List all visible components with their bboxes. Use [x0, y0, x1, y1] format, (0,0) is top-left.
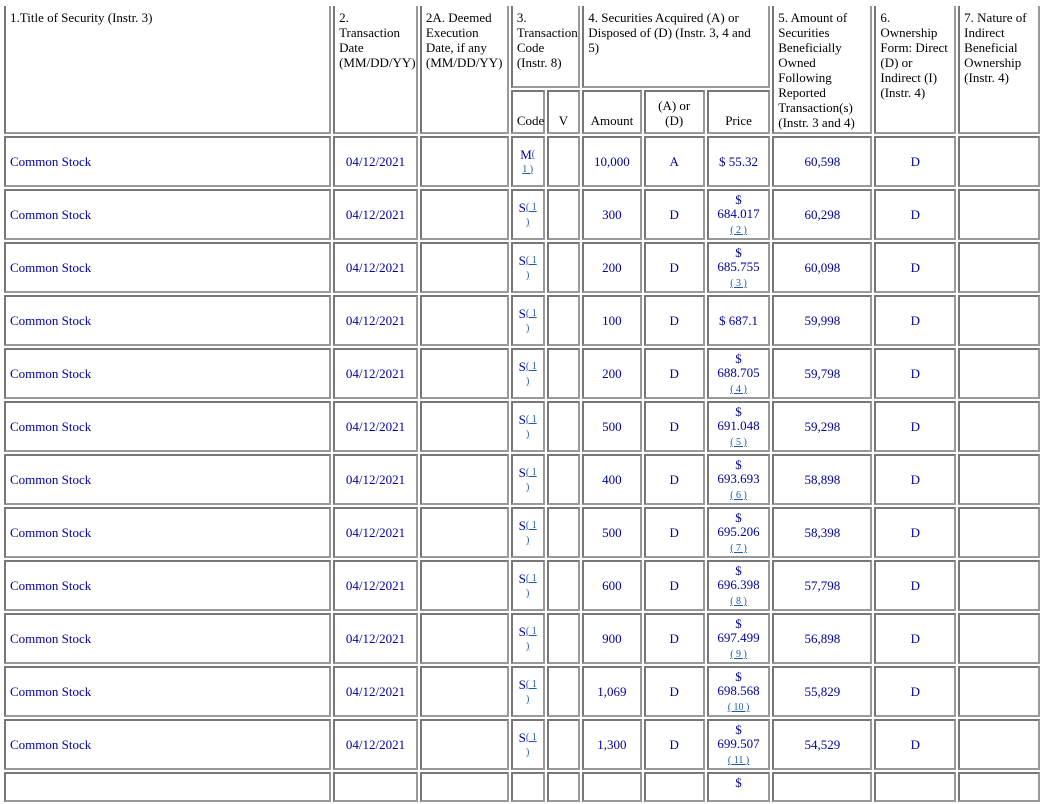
cell-ownership-form: D [874, 136, 956, 187]
cell-nature [958, 189, 1040, 240]
cell-ownership-form: D [874, 401, 956, 452]
code-footnote-link[interactable]: ( 1 ) [525, 413, 537, 440]
table-row [4, 454, 1040, 505]
cell-code [511, 560, 545, 611]
clipped-title-strip [0, 0, 1044, 6]
code-value: S [518, 411, 526, 427]
code-footnote-link[interactable]: ( 1 ) [522, 148, 536, 175]
code-value: S [518, 729, 526, 745]
cell-owned: 60,298 [772, 189, 872, 240]
cell-ownership-form: D [874, 454, 956, 505]
cell-a-or-d: D [644, 242, 705, 293]
cell-partial [511, 772, 545, 802]
code-value: S [518, 570, 526, 586]
cell-date: 04/12/2021 [333, 295, 418, 346]
header-amount: Amount [582, 90, 641, 134]
cell-nature [958, 454, 1040, 505]
price-value-partial: $ [735, 775, 742, 790]
cell-date: 04/12/2021 [333, 189, 418, 240]
header-deemed-execution-date: 2A. Deemed Execution Date, if any (MM/DD/YY) [420, 0, 509, 134]
cell-ownership-form: D [874, 348, 956, 399]
price-value: $ 688.705 [717, 351, 760, 380]
code-value: S [518, 676, 526, 692]
price-footnote-link[interactable]: ( 2 ) [730, 225, 747, 236]
cell-v [547, 666, 581, 717]
cell-owned: 55,829 [772, 666, 872, 717]
cell-v [547, 507, 581, 558]
cell-partial [958, 772, 1040, 802]
price-footnote-link[interactable]: ( 10 ) [727, 702, 750, 713]
cell-deemed-date [420, 136, 509, 187]
cell-deemed-date [420, 560, 509, 611]
code-footnote-link[interactable]: ( 1 ) [525, 360, 537, 387]
price-value: $ 697.499 [717, 616, 760, 645]
cell-code [511, 401, 545, 452]
cell-v [547, 401, 581, 452]
cell-price [707, 295, 770, 346]
cell-price [707, 507, 770, 558]
code-footnote-link[interactable]: ( 1 ) [525, 519, 537, 546]
cell-price [707, 136, 770, 187]
cell-code [511, 507, 545, 558]
cell-date: 04/12/2021 [333, 666, 418, 717]
cell-a-or-d: D [644, 613, 705, 664]
cell-partial [547, 772, 581, 802]
price-value: $ 691.048 [717, 404, 760, 433]
cell-date: 04/12/2021 [333, 136, 418, 187]
code-footnote-link[interactable]: ( 1 ) [525, 731, 537, 758]
cell-nature [958, 295, 1040, 346]
price-footnote-link[interactable]: ( 9 ) [730, 649, 747, 660]
cell-deemed-date [420, 295, 509, 346]
header-transaction-date: 2. Transaction Date (MM/DD/YY) [333, 0, 418, 134]
cell-deemed-date [420, 719, 509, 770]
cell-v [547, 295, 581, 346]
cell-partial [772, 772, 872, 802]
price-value: $ 687.1 [719, 312, 759, 328]
cell-a-or-d: D [644, 666, 705, 717]
table-row [4, 507, 1040, 558]
cell-price [707, 666, 770, 717]
cell-v [547, 136, 581, 187]
cell-deemed-date [420, 666, 509, 717]
cell-owned: 54,529 [772, 719, 872, 770]
table-row [4, 348, 1040, 399]
cell-deemed-date [420, 507, 509, 558]
cell-amount: 500 [582, 507, 641, 558]
cell-code [511, 613, 545, 664]
code-value: M [520, 146, 532, 162]
header-a-or-d: (A) or (D) [644, 90, 705, 134]
price-footnote-link[interactable]: ( 3 ) [730, 278, 747, 289]
cell-a-or-d: D [644, 454, 705, 505]
code-value: S [518, 623, 526, 639]
code-footnote-link[interactable]: ( 1 ) [525, 625, 537, 652]
cell-deemed-date [420, 348, 509, 399]
cell-partial [420, 772, 509, 802]
cell-security: Common Stock [4, 613, 331, 664]
cell-ownership-form: D [874, 719, 956, 770]
cell-nature [958, 242, 1040, 293]
cell-security: Common Stock [4, 136, 331, 187]
cell-date: 04/12/2021 [333, 560, 418, 611]
cell-security: Common Stock [4, 560, 331, 611]
cell-a-or-d: D [644, 507, 705, 558]
cell-nature [958, 613, 1040, 664]
cell-price [707, 613, 770, 664]
code-value: S [518, 199, 526, 215]
cell-nature [958, 401, 1040, 452]
code-footnote-link[interactable]: ( 1 ) [525, 466, 537, 493]
cell-nature [958, 719, 1040, 770]
cell-security: Common Stock [4, 454, 331, 505]
table-row [4, 136, 1040, 187]
cell-amount: 1,300 [582, 719, 641, 770]
cell-nature [958, 560, 1040, 611]
cell-code [511, 295, 545, 346]
cell-nature [958, 136, 1040, 187]
cell-price [707, 719, 770, 770]
nonderivative-table [2, 0, 1042, 804]
table-row [4, 295, 1040, 346]
table-row [4, 242, 1040, 293]
cell-v [547, 242, 581, 293]
cell-ownership-form: D [874, 507, 956, 558]
cell-nature [958, 507, 1040, 558]
cell-a-or-d: D [644, 295, 705, 346]
header-transaction-code: 3. Transaction Code (Instr. 8) [511, 0, 580, 88]
cell-ownership-form: D [874, 189, 956, 240]
header-ownership-form: 6. Ownership Form: Direct (D) or Indirect (I) (Instr. 4) [874, 0, 956, 134]
price-value: $ 695.206 [717, 510, 760, 539]
cell-security: Common Stock [4, 507, 331, 558]
cell-code [511, 348, 545, 399]
price-value: $ 698.568 [717, 669, 760, 698]
cell-deemed-date [420, 242, 509, 293]
cell-ownership-form: D [874, 242, 956, 293]
cell-security: Common Stock [4, 348, 331, 399]
cell-price [707, 189, 770, 240]
cell-owned: 59,298 [772, 401, 872, 452]
table-row [4, 613, 1040, 664]
table-row-partial [4, 772, 1040, 802]
price-footnote-link[interactable]: ( 11 ) [727, 755, 750, 766]
cell-deemed-date [420, 454, 509, 505]
cell-deemed-date [420, 189, 509, 240]
form4-table-1 [2, 0, 1042, 804]
cell-amount: 100 [582, 295, 641, 346]
code-value: S [518, 517, 526, 533]
cell-a-or-d: D [644, 401, 705, 452]
cell-date: 04/12/2021 [333, 719, 418, 770]
cell-owned: 57,798 [772, 560, 872, 611]
cell-amount: 10,000 [582, 136, 641, 187]
code-footnote-link[interactable]: ( 1 ) [525, 678, 537, 705]
header-amount-owned: 5. Amount of Securities Beneficially Owned Following Reported Transaction(s) (Instr. 3 and 4) [772, 0, 872, 134]
table-row [4, 719, 1040, 770]
cell-ownership-form: D [874, 560, 956, 611]
cell-code [511, 666, 545, 717]
cell-amount: 600 [582, 560, 641, 611]
cell-security: Common Stock [4, 189, 331, 240]
cell-price [707, 242, 770, 293]
code-footnote-link[interactable]: ( 1 ) [525, 572, 537, 599]
price-footnote-link[interactable]: ( 5 ) [730, 437, 747, 448]
code-footnote-link[interactable]: ( 1 ) [525, 307, 537, 334]
cell-owned: 58,398 [772, 507, 872, 558]
cell-partial [582, 772, 641, 802]
cell-v [547, 454, 581, 505]
cell-amount: 500 [582, 401, 641, 452]
code-value: S [518, 464, 526, 480]
cell-deemed-date [420, 613, 509, 664]
cell-partial [4, 772, 331, 802]
cell-a-or-d: D [644, 348, 705, 399]
price-value: $ 685.755 [717, 245, 760, 274]
table-row [4, 189, 1040, 240]
cell-amount: 900 [582, 613, 641, 664]
cell-v [547, 613, 581, 664]
cell-partial [874, 772, 956, 802]
cell-date: 04/12/2021 [333, 348, 418, 399]
cell-ownership-form: D [874, 295, 956, 346]
cell-security: Common Stock [4, 719, 331, 770]
price-value: $ 699.507 [717, 722, 760, 751]
cell-amount: 200 [582, 242, 641, 293]
price-footnote-link[interactable]: ( 8 ) [730, 596, 747, 607]
cell-code [511, 454, 545, 505]
header-title-of-security: 1.Title of Security (Instr. 3) [4, 0, 331, 134]
cell-owned: 60,098 [772, 242, 872, 293]
cell-security: Common Stock [4, 295, 331, 346]
cell-date: 04/12/2021 [333, 507, 418, 558]
price-footnote-link[interactable]: ( 6 ) [730, 490, 747, 501]
cell-price [707, 401, 770, 452]
price-value: $ 55.32 [719, 153, 759, 169]
header-price: Price [707, 90, 770, 134]
cell-amount: 300 [582, 189, 641, 240]
cell-v [547, 348, 581, 399]
cell-v [547, 189, 581, 240]
cell-code [511, 189, 545, 240]
code-value: S [518, 252, 526, 268]
code-footnote-link[interactable]: ( 1 ) [525, 254, 537, 281]
table-row [4, 560, 1040, 611]
cell-owned: 58,898 [772, 454, 872, 505]
price-value: $ 684.017 [717, 192, 760, 221]
code-value: S [518, 358, 526, 374]
cell-price [707, 454, 770, 505]
cell-v [547, 560, 581, 611]
cell-price [707, 348, 770, 399]
cell-owned: 59,998 [772, 295, 872, 346]
cell-a-or-d: D [644, 560, 705, 611]
cell-security: Common Stock [4, 401, 331, 452]
cell-ownership-form: D [874, 666, 956, 717]
cell-owned: 59,798 [772, 348, 872, 399]
cell-security: Common Stock [4, 666, 331, 717]
cell-deemed-date [420, 401, 509, 452]
cell-date: 04/12/2021 [333, 242, 418, 293]
cell-amount: 200 [582, 348, 641, 399]
cell-a-or-d: A [644, 136, 705, 187]
price-footnote-link[interactable]: ( 4 ) [730, 384, 747, 395]
cell-date: 04/12/2021 [333, 454, 418, 505]
cell-code [511, 242, 545, 293]
price-value: $ 696.398 [717, 563, 760, 592]
cell-code [511, 136, 545, 187]
cell-code [511, 719, 545, 770]
cell-partial [333, 772, 418, 802]
header-nature-of-ownership: 7. Nature of Indirect Beneficial Ownership (Instr. 4) [958, 0, 1040, 134]
cell-price [707, 560, 770, 611]
cell-ownership-form: D [874, 613, 956, 664]
header-v: V [547, 90, 581, 134]
table-row [4, 401, 1040, 452]
cell-amount: 1,069 [582, 666, 641, 717]
cell-a-or-d: D [644, 719, 705, 770]
cell-security: Common Stock [4, 242, 331, 293]
cell-a-or-d: D [644, 189, 705, 240]
cell-owned: 56,898 [772, 613, 872, 664]
code-footnote-link[interactable]: ( 1 ) [525, 201, 537, 228]
price-value: $ 693.693 [717, 457, 760, 486]
cell-date: 04/12/2021 [333, 613, 418, 664]
cell-price-partial [707, 772, 770, 802]
table-row [4, 666, 1040, 717]
header-code: Code [511, 90, 545, 134]
price-footnote-link[interactable]: ( 7 ) [730, 543, 747, 554]
cell-v [547, 719, 581, 770]
cell-nature [958, 666, 1040, 717]
cell-nature [958, 348, 1040, 399]
cell-amount: 400 [582, 454, 641, 505]
header-securities-acquired-disposed: 4. Securities Acquired (A) or Disposed of (D) (Instr. 3, 4 and 5) [582, 0, 770, 88]
cell-partial [644, 772, 705, 802]
code-value: S [518, 305, 526, 321]
cell-owned: 60,598 [772, 136, 872, 187]
cell-date: 04/12/2021 [333, 401, 418, 452]
